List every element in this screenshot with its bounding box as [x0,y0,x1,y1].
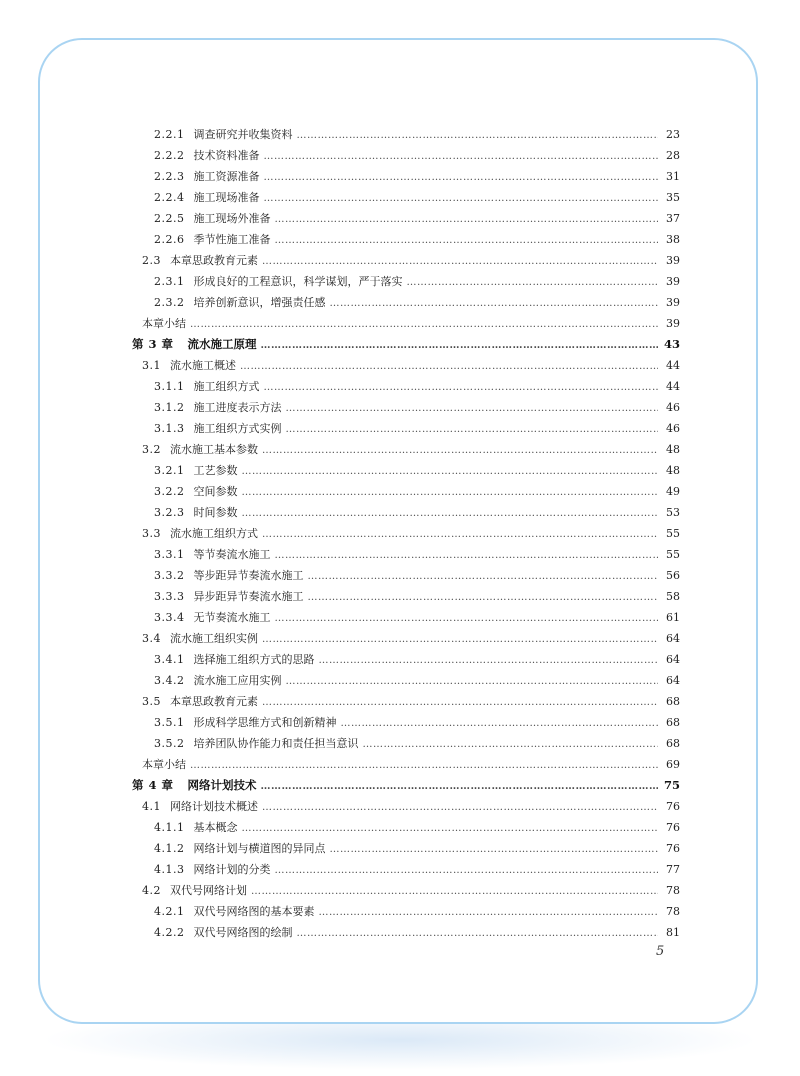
toc-entry-title: 等节奏流水施工 [193,548,271,561]
toc-entry-page: 28 [666,149,680,162]
toc-leader-dots [264,146,659,167]
toc-entry-page: 37 [666,212,680,225]
toc-entry-number: 4.1.3 [154,863,185,876]
toc-entry-number: 4.1 [142,800,161,813]
toc-entry-title: 流水施工组织方式 [170,527,258,540]
toc-leader-dots [264,377,659,398]
toc-leader-dots [261,335,658,356]
toc-entry-title: 流水施工原理 [187,337,257,351]
toc-entry-page: 61 [666,611,680,624]
toc-entry-title: 无节奏流水施工 [193,611,271,624]
toc-entry-title: 网络计划技术概述 [170,800,258,813]
toc-entry-number: 3.2.1 [154,464,185,477]
toc-entry[interactable] [132,838,680,859]
toc-entry-number: 3.3.3 [154,590,185,603]
toc-entry[interactable] [132,502,680,523]
toc-entry[interactable] [132,355,680,376]
toc-entry-title: 培养团队协作能力和责任担当意识 [193,737,359,750]
toc-entry-title: 施工组织方式实例 [193,422,282,435]
toc-entry-number: 3.1.1 [154,380,185,393]
toc-entry-number: 3.4.1 [154,653,185,666]
toc-entry[interactable] [132,691,680,712]
toc-entry[interactable] [132,271,680,292]
toc-entry-number: 3.2.3 [154,506,185,519]
toc-entry-number: 2.2.1 [154,128,185,141]
toc-entry[interactable] [132,565,680,586]
toc-entry-title: 调查研究并收集资料 [193,128,293,141]
toc-entry-page: 38 [666,233,680,246]
toc-entry-title: 流水施工概述 [170,359,236,372]
toc-leader-dots [286,671,659,692]
toc-leader-dots [242,461,659,482]
toc-leader-dots [240,356,658,377]
toc-entry-number: 4.2.1 [154,905,185,918]
toc-entry-title: 技术资料准备 [193,149,260,162]
toc-leader-dots [242,818,659,839]
toc-entry-title: 本章思政教育元素 [170,254,258,267]
toc-leader-dots [319,902,659,923]
toc-entry-page: 43 [663,337,680,351]
toc-entry-title: 双代号网络图的绘制 [193,926,293,939]
toc-entry-page: 39 [666,296,680,309]
toc-leader-dots [190,314,658,335]
toc-entry-page: 46 [666,422,680,435]
toc-entry-number: 3.5 [142,695,161,708]
toc-entry-title: 施工资源准备 [193,170,260,183]
toc-entry-page: 78 [666,884,680,897]
toc-entry-title: 施工现场外准备 [193,212,271,225]
page-number: 5 [656,944,665,959]
toc-entry[interactable] [132,880,680,901]
toc-entry-number: 3.4 [142,632,161,645]
toc-entry-page: 69 [666,758,680,771]
toc-entry-number: 3.3.4 [154,611,185,624]
toc-entry[interactable] [132,754,680,775]
toc-entry-number: 2.3 [142,254,161,267]
toc-entry[interactable] [132,376,680,397]
toc-entry[interactable] [132,397,680,418]
toc-entry-page: 68 [666,737,680,750]
toc-entry-page: 53 [666,506,680,519]
toc-leader-dots [275,545,659,566]
toc-leader-dots [262,797,658,818]
toc-entry-page: 78 [666,905,680,918]
toc-entry[interactable] [132,901,680,922]
toc-entry[interactable] [132,817,680,838]
toc-entry[interactable] [132,796,680,817]
toc-leader-dots [319,650,659,671]
toc-entry-page: 31 [666,170,680,183]
toc-entry[interactable] [132,439,680,460]
toc-leader-dots [262,524,658,545]
toc-entry-number: 2.2.2 [154,149,185,162]
toc-entry-number: 2.2.5 [154,212,185,225]
toc-entry-title: 时间参数 [193,506,238,519]
toc-leader-dots [262,251,658,272]
toc-leader-dots [308,587,659,608]
toc-entry-page: 76 [666,800,680,813]
toc-leader-dots [242,503,659,524]
toc-entry-title: 本章思政教育元素 [170,695,258,708]
toc-entry-title: 形成良好的工程意识，科学谋划，严于落实 [193,275,403,288]
toc-leader-dots [261,776,658,797]
toc-entry-title: 培养创新意识，增强责任感 [193,296,326,309]
toc-leader-dots [262,692,658,713]
toc-entry[interactable] [132,607,680,628]
toc-entry-page: 48 [666,443,680,456]
toc-entry[interactable] [132,334,680,355]
toc-entry-page: 64 [666,632,680,645]
toc-leader-dots [275,209,659,230]
toc-leader-dots [264,167,659,188]
toc-entry-page: 39 [666,275,680,288]
toc-leader-dots [407,272,659,293]
toc-entry[interactable] [132,145,680,166]
toc-entry-page: 56 [666,569,680,582]
toc-entry-page: 48 [666,464,680,477]
toc-entry[interactable] [132,859,680,880]
toc-entry-number: 3.1.2 [154,401,185,414]
toc-entry-page: 64 [666,674,680,687]
toc-entry-number: 2.2.3 [154,170,185,183]
toc-entry-number: 3.3 [142,527,161,540]
toc-entry-page: 35 [666,191,680,204]
toc-entry-page: 44 [666,359,680,372]
toc-entry-number: 4.1.2 [154,842,185,855]
toc-entry-title: 网络计划技术 [187,778,257,792]
toc-entry-title: 施工组织方式 [193,380,260,393]
toc-entry-page: 55 [666,548,680,561]
toc-leader-dots [286,419,659,440]
toc-entry-number: 3.5.2 [154,737,185,750]
toc-entry-number: 2.3.2 [154,296,185,309]
toc-entry[interactable] [132,586,680,607]
toc-entry-number: 4.2.2 [154,926,185,939]
toc-leader-dots [308,566,659,587]
toc-leader-dots [262,629,658,650]
toc-entry-page: 76 [666,842,680,855]
toc-entry-number: 第 3 章 [132,337,174,351]
toc-entry-page: 68 [666,716,680,729]
toc-entry-title: 工艺参数 [193,464,238,477]
toc-entry-number: 3.3.1 [154,548,185,561]
toc-entry-number: 2.2.4 [154,191,185,204]
toc-entry-title: 形成科学思维方式和创新精神 [193,716,337,729]
toc-entry-number: 第 4 章 [132,778,174,792]
toc-entry-title: 选择施工组织方式的思路 [193,653,315,666]
toc-entry[interactable] [132,775,680,796]
toc-entry-number: 3.3.2 [154,569,185,582]
toc-leader-dots [341,713,659,734]
toc-entry[interactable] [132,712,680,733]
toc-entry[interactable] [132,208,680,229]
toc-entry-title: 流水施工应用实例 [193,674,282,687]
toc-entry[interactable] [132,418,680,439]
toc-entry[interactable] [132,292,680,313]
toc-entry-page: 23 [666,128,680,141]
toc-entry-number: 3.5.1 [154,716,185,729]
toc-leader-dots [297,923,659,944]
toc-entry[interactable] [132,523,680,544]
toc-leader-dots [275,230,659,251]
toc-entry-page: 76 [666,821,680,834]
toc-leader-dots [190,755,658,776]
toc-leader-dots [275,860,659,881]
toc-entry[interactable] [132,922,680,943]
toc-entry-title: 施工现场准备 [193,191,260,204]
toc-entry[interactable] [132,733,680,754]
toc-entry[interactable] [132,460,680,481]
toc-entry-title: 异步距异节奏流水施工 [193,590,304,603]
toc-entry-title: 流水施工基本参数 [170,443,258,456]
table-of-contents [132,124,680,943]
toc-entry-page: 75 [663,778,680,792]
toc-leader-dots [286,398,659,419]
toc-entry[interactable] [132,229,680,250]
toc-entry-title: 本章小结 [142,317,186,330]
toc-entry-number: 3.1.3 [154,422,185,435]
toc-leader-dots [251,881,658,902]
toc-entry-title: 基本概念 [193,821,238,834]
toc-entry-number: 2.2.6 [154,233,185,246]
toc-entry-title: 双代号网络计划 [170,884,247,897]
toc-entry[interactable] [132,124,680,145]
toc-entry-page: 68 [666,695,680,708]
toc-entry-page: 64 [666,653,680,666]
toc-entry-page: 39 [666,254,680,267]
toc-leader-dots [330,293,659,314]
toc-entry-number: 4.2 [142,884,161,897]
toc-entry-number: 4.1.1 [154,821,185,834]
toc-entry[interactable] [132,670,680,691]
toc-leader-dots [264,188,659,209]
toc-entry-page: 49 [666,485,680,498]
toc-leader-dots [275,608,659,629]
toc-leader-dots [330,839,659,860]
toc-entry-number: 3.2 [142,443,161,456]
toc-leader-dots [242,482,659,503]
toc-entry-number: 3.1 [142,359,161,372]
toc-entry[interactable] [132,628,680,649]
toc-leader-dots [262,440,658,461]
toc-entry-number: 3.2.2 [154,485,185,498]
toc-entry-title: 空间参数 [193,485,238,498]
toc-entry-title: 季节性施工准备 [193,233,271,246]
toc-entry[interactable] [132,313,680,334]
toc-entry-page: 44 [666,380,680,393]
toc-entry[interactable] [132,649,680,670]
toc-entry-page: 58 [666,590,680,603]
toc-entry-page: 81 [666,926,680,939]
toc-entry-number: 2.3.1 [154,275,185,288]
toc-entry[interactable] [132,250,680,271]
toc-entry-page: 46 [666,401,680,414]
toc-entry-number: 3.4.2 [154,674,185,687]
toc-entry-title: 双代号网络图的基本要素 [193,905,315,918]
toc-entry[interactable] [132,166,680,187]
toc-entry-page: 39 [666,317,680,330]
toc-entry[interactable] [132,481,680,502]
toc-entry-title: 流水施工组织实例 [170,632,258,645]
toc-entry[interactable] [132,187,680,208]
toc-entry-title: 等步距异节奏流水施工 [193,569,304,582]
toc-entry-title: 施工进度表示方法 [193,401,282,414]
toc-entry-title: 网络计划的分类 [193,863,271,876]
toc-entry-page: 55 [666,527,680,540]
toc-leader-dots [297,125,659,146]
toc-entry-page: 77 [666,863,680,876]
toc-entry-title: 网络计划与横道图的异同点 [193,842,326,855]
toc-entry[interactable] [132,544,680,565]
toc-entry-title: 本章小结 [142,758,186,771]
toc-leader-dots [363,734,659,755]
